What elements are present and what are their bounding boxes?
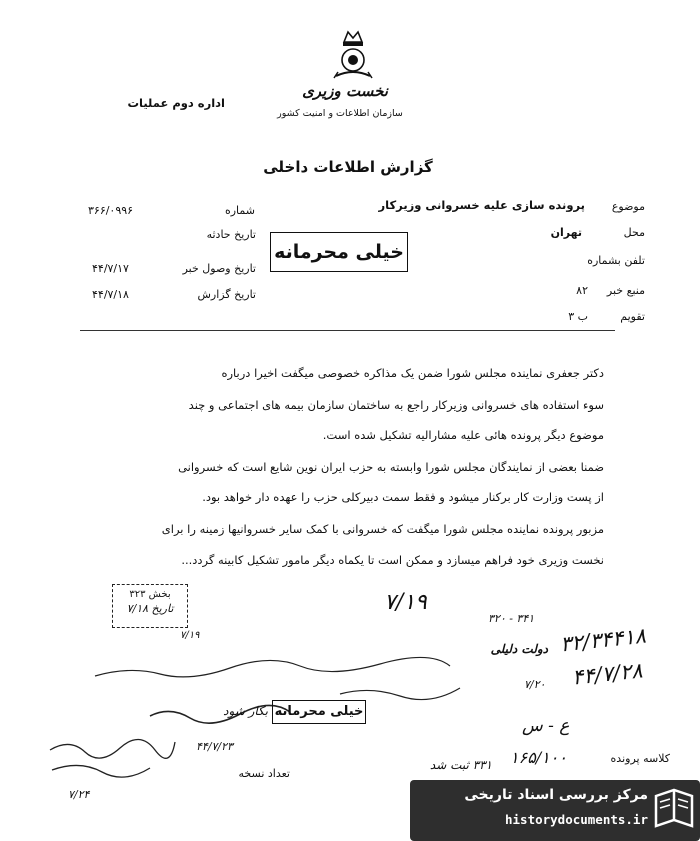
body-line-2: سوء استفاده های خسروانی وزیرکار راجع به ساختمان سازمان بیمه های اجتماعی و چند [188,398,604,412]
handwritten-date-lower: ۴۴/۷/۲۳ [196,740,233,753]
place-label: محل [623,226,645,239]
source-label: منبع خبر [606,284,645,297]
handwritten-center-note2: بکار شود [223,704,268,718]
handwritten-big-right: ۳۲/۳۴۴۱۸ [558,623,648,657]
body-line-5: از پست وزارت کار برکنار میشود و فقط سمت دبیرکلی حزب را عهده دار خواهد بود. [202,490,604,504]
copies-label: تعداد نسخه [238,767,290,780]
department-label: اداره دوم عملیات [127,96,225,110]
office-title: نخست وزیری [302,82,388,100]
receipt-date-value: ۴۴/۷/۱۷ [92,262,129,275]
source-value: ۸۲ [576,284,588,297]
receipt-date-label: تاریخ وصول خبر [182,262,256,275]
watermark-logo-icon [652,786,696,832]
body-line-1: دکتر جعفری نماینده مجلس شورا ضمن یک مذاکره خصوصی میگفت اخیرا درباره [221,366,604,380]
handwritten-big-right2: ۴۴/۷/۲۸ [570,658,644,690]
phone-label: تلفن بشماره [587,254,645,267]
handwritten-to: دولت دلیلی [490,642,548,656]
handwritten-date-small: ۷/۲۰ [524,678,546,691]
received-stamp-line1: بخش ۳۲۳ [129,589,171,600]
body-line-3: موضوع دیگر پرونده هائی علیه مشارالیه تشکیل شده است. [322,428,604,442]
handwritten-bottom-left-date: ۷/۲۴ [68,788,90,801]
number-label: شماره [224,204,255,217]
evaluation-value: ب ۳ [568,310,588,323]
handwritten-bottom-mid: ۳۳۱ ثبت شد [429,758,492,772]
evaluation-label: تقویم [620,310,645,323]
file-class-label: کلاسه پرونده [610,752,670,765]
place-value: تهران [550,226,582,239]
report-date-label: تاریخ گزارش [197,288,256,301]
watermark-site: historydocuments.ir [505,812,648,827]
subject-value: پرونده سازی علیه خسروانی وزیرکار [378,198,585,212]
header-divider [80,330,615,331]
handwritten-number: ۳۲۰ - ۳۴۱ [488,612,535,625]
handwritten-mid-right: ۷/۱۹ [384,590,427,615]
watermark-name: مرکز بررسی اسناد تاریخی [464,787,648,803]
classification-stamp: خیلی محرمانه [270,232,408,272]
received-stamp-line2: تاریخ ۷/۱۸ [126,602,174,615]
org-name: سازمان اطلاعات و امنیت کشور [277,108,403,119]
body-line-4: ضمنا بعضی از نمایندگان مجلس شورا وابسته به حزب ایران نوین شایع است که خسروانی [178,460,604,474]
received-stamp [112,584,188,628]
watermark [410,780,700,841]
file-class-value: ۱۶۵/۱۰۰ [510,748,567,767]
report-date-value: ۴۴/۷/۱۸ [92,288,129,301]
handwritten-center-note: خیلی محرمانه [272,700,366,724]
body-line-6: مزبور پرونده نماینده مجلس شورا میگفت که خسروانی با کمک سایر خسروانیها زمینه را برای [161,522,604,536]
subject-label: موضوع [611,200,645,213]
number-value: ۳۶۶/۰۹۹۶ [88,204,134,217]
body-line-7: نخست وزیری خود فراهم میسازد و ممکن است تا یکماه دیگر مامور تشکیل کابینه گردد... [181,553,604,567]
handwritten-initial: ع - س [522,716,570,736]
event-date-label: تاریخ حادثه [206,228,256,241]
stamp-date: ۷/۱۹ [180,630,200,641]
signature-left [40,730,180,790]
report-title: گزارش اطلاعات داخلی [263,158,433,176]
emblem-icon [330,28,376,82]
